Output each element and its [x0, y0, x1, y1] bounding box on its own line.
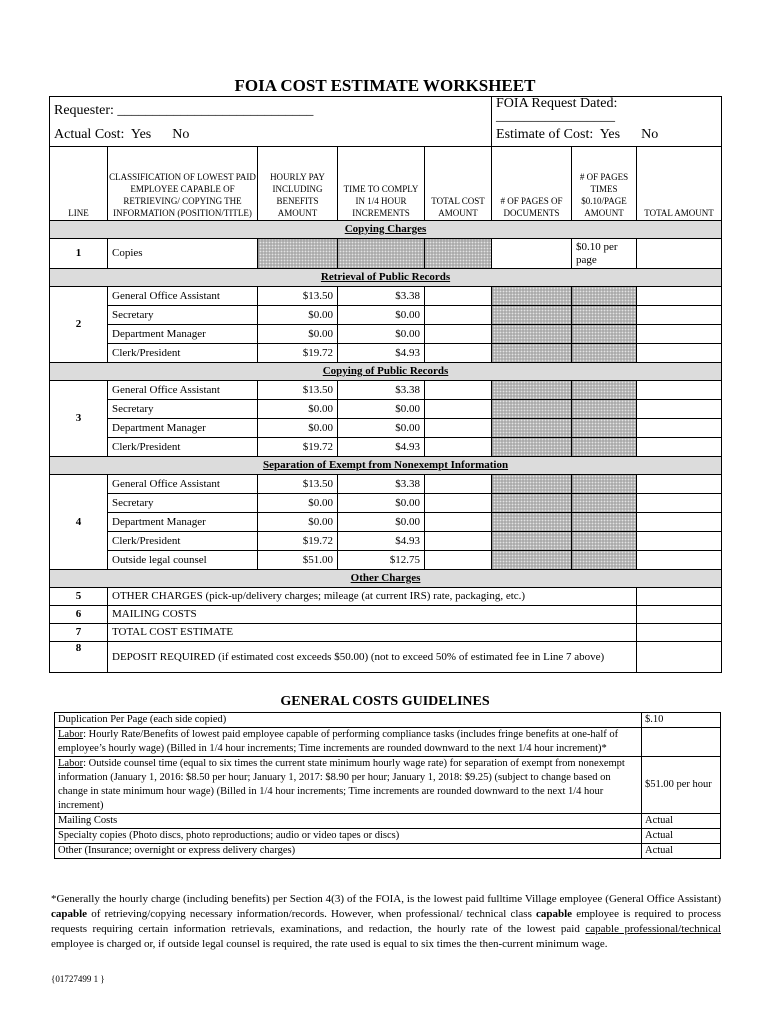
estimate-cost-yes[interactable]: Yes [599, 127, 621, 142]
estimate-cost-no[interactable]: No [641, 127, 659, 142]
position-title: Secretary [108, 306, 258, 325]
total-input[interactable] [637, 381, 722, 400]
position-title: General Office Assistant [108, 287, 258, 306]
copy-rate: $0.10 per page [572, 239, 637, 269]
shaded-cell [258, 239, 338, 269]
hourly-pay: $19.72 [258, 344, 338, 363]
total-cost-input[interactable] [425, 381, 492, 400]
time-amount: $0.00 [338, 494, 425, 513]
time-amount: $3.38 [338, 381, 425, 400]
labor-counsel-desc: : Outside counsel time (equal to six times the current state minimum hourly wage rate) for separation of exempt from nonexempt information (January 1, 2016: $8.50 per hour; January 1, 2017: $8.90 per hour; January 1, 2018: $9.25) (subject to change based on change in state minimum hour wage) (Billed in 1/4 hour increments; Time increments are rounded downward to the next 1/4 hour increment) [58, 758, 625, 811]
total-input[interactable] [637, 532, 722, 551]
estimate-cost-field[interactable] [492, 123, 722, 147]
shaded-cell [425, 239, 492, 269]
position-title: General Office Assistant [108, 475, 258, 494]
time-amount: $0.00 [338, 306, 425, 325]
total-cost-input[interactable] [425, 532, 492, 551]
section-retrieval: Retrieval of Public Records [50, 269, 722, 287]
labor-counsel-text [55, 757, 642, 814]
total-input[interactable] [637, 475, 722, 494]
note-bold: capable [51, 908, 88, 920]
col-line: LINE [50, 147, 108, 221]
total-input[interactable] [637, 306, 722, 325]
shaded-cell [572, 494, 637, 513]
labor-label: Labor [58, 729, 84, 740]
guidelines-table [54, 712, 721, 859]
time-amount: $0.00 [338, 513, 425, 532]
time-amount: $4.93 [338, 344, 425, 363]
shaded-cell [492, 494, 572, 513]
note-bold: capable [536, 908, 573, 920]
duplication-value: $.10 [642, 713, 721, 728]
specialty-value: Actual [642, 829, 721, 844]
shaded-cell [492, 513, 572, 532]
total-input[interactable] [637, 344, 722, 363]
hourly-pay: $13.50 [258, 381, 338, 400]
hourly-pay: $19.72 [258, 532, 338, 551]
position-title: Secretary [108, 400, 258, 419]
col-classification: CLASSIFICATION OF LOWEST PAID EMPLOYEE CAPABLE OF RETRIEVING/ COPYING THE INFORMATION (POSITION/TITLE) [108, 147, 258, 221]
worksheet-title: FOIA COST ESTIMATE WORKSHEET [234, 76, 536, 95]
shaded-cell [492, 532, 572, 551]
footnote [51, 892, 721, 952]
actual-cost-field[interactable] [50, 123, 492, 147]
total-input[interactable] [637, 642, 722, 673]
shaded-cell [492, 344, 572, 363]
shaded-cell [572, 381, 637, 400]
other-value: Actual [642, 844, 721, 859]
labor-hourly-value [642, 728, 721, 757]
shaded-cell [572, 438, 637, 457]
requester-field[interactable]: Requester: ____________________________ [50, 97, 492, 124]
time-amount: $0.00 [338, 419, 425, 438]
shaded-cell [572, 513, 637, 532]
total-input[interactable] [637, 588, 722, 606]
hourly-pay: $0.00 [258, 306, 338, 325]
duplication-text: Duplication Per Page (each side copied) [55, 713, 642, 728]
shaded-cell [572, 551, 637, 570]
total-input[interactable] [637, 287, 722, 306]
labor-hourly-text [55, 728, 642, 757]
line-number: 2 [50, 287, 108, 363]
hourly-pay: $0.00 [258, 419, 338, 438]
shaded-cell [492, 475, 572, 494]
note-text: employee is charged or, if outside legal counsel is required, the rate used is equal to six times the then-current minimum wage. [51, 938, 608, 950]
shaded-cell [492, 306, 572, 325]
col-time: TIME TO COMPLY IN 1/4 HOUR INCREMENTS [338, 147, 425, 221]
shaded-cell [572, 400, 637, 419]
shaded-cell [492, 325, 572, 344]
total-input[interactable] [637, 325, 722, 344]
position-title: Clerk/President [108, 532, 258, 551]
shaded-cell [572, 287, 637, 306]
labor-label: Labor [58, 758, 84, 769]
total-input[interactable] [637, 400, 722, 419]
hourly-pay: $19.72 [258, 438, 338, 457]
total-cost-input[interactable] [425, 494, 492, 513]
shaded-cell [492, 400, 572, 419]
total-cost-input[interactable] [425, 306, 492, 325]
hourly-pay: $0.00 [258, 325, 338, 344]
shaded-cell [572, 419, 637, 438]
line-number: 6 [50, 606, 108, 624]
time-amount: $4.93 [338, 532, 425, 551]
document-id: {01727499 1 } [51, 974, 105, 984]
time-amount: $3.38 [338, 475, 425, 494]
position-title: Outside legal counsel [108, 551, 258, 570]
shaded-cell [338, 239, 425, 269]
specialty-text: Specialty copies (Photo discs, photo reproductions; audio or video tapes or discs) [55, 829, 642, 844]
mailing-value: Actual [642, 814, 721, 829]
actual-cost-yes[interactable]: Yes [130, 127, 152, 142]
hourly-pay: $0.00 [258, 400, 338, 419]
line-number: 1 [50, 239, 108, 269]
time-amount: $4.93 [338, 438, 425, 457]
total-cost-input[interactable] [425, 400, 492, 419]
mailing-text: Mailing Costs [55, 814, 642, 829]
labor-counsel-value: $51.00 per hour [642, 757, 721, 814]
col-num-pages: # OF PAGES OF DOCUMENTS [492, 147, 572, 221]
shaded-cell [572, 325, 637, 344]
note-underlined: capable professional/technical [585, 923, 721, 935]
col-total-cost: TOTAL COST AMOUNT [425, 147, 492, 221]
col-hourly-pay: HOURLY PAY INCLUDING BENEFITS AMOUNT [258, 147, 338, 221]
section-copying-charges: Copying Charges [50, 221, 722, 239]
worksheet-table [49, 96, 722, 673]
time-amount: $3.38 [338, 287, 425, 306]
position-title: Clerk/President [108, 344, 258, 363]
shaded-cell [572, 475, 637, 494]
line-number: 3 [50, 381, 108, 457]
other-text: Other (Insurance; overnight or express delivery charges) [55, 844, 642, 859]
position-title: Department Manager [108, 513, 258, 532]
hourly-pay: $13.50 [258, 475, 338, 494]
copies-label: Copies [108, 239, 258, 269]
total-input[interactable] [637, 494, 722, 513]
line-number: 8 [50, 642, 108, 673]
total-cost-input[interactable] [425, 344, 492, 363]
total-input[interactable] [637, 419, 722, 438]
total-cost-input[interactable] [425, 325, 492, 344]
position-title: Secretary [108, 494, 258, 513]
actual-cost-label: Actual Cost: [54, 127, 125, 142]
total-input[interactable] [637, 551, 722, 570]
actual-cost-no[interactable]: No [172, 127, 190, 142]
note-text: *Generally the hourly charge (including benefits) per Section 4(3) of the FOIA, is the lowest paid fulltime Village employee (General Office Assistant) [51, 893, 721, 905]
col-total-amount: TOTAL AMOUNT [637, 147, 722, 221]
position-title: Clerk/President [108, 438, 258, 457]
total-cost-input[interactable] [425, 551, 492, 570]
total-cost-input[interactable] [425, 475, 492, 494]
line-number: 7 [50, 624, 108, 642]
total-input[interactable] [637, 606, 722, 624]
line-number: 4 [50, 475, 108, 570]
foia-dated-field[interactable]: FOIA Request Dated: _________________ [492, 97, 722, 124]
total-cost-input[interactable] [425, 513, 492, 532]
time-amount: $0.00 [338, 400, 425, 419]
section-other-charges: Other Charges [50, 570, 722, 588]
position-title: Department Manager [108, 325, 258, 344]
total-cost-input[interactable] [425, 287, 492, 306]
note-text: employee is required to process requests requiring certain information retrievals, examinations, and redaction, the hourly rate of the lowest paid [51, 908, 721, 935]
total-cost-input[interactable] [425, 419, 492, 438]
time-amount: $12.75 [338, 551, 425, 570]
total-input[interactable] [637, 513, 722, 532]
total-cost-estimate-label: TOTAL COST ESTIMATE [108, 624, 637, 642]
section-separation: Separation of Exempt from Nonexempt Information [50, 457, 722, 475]
col-pages-times: # OF PAGES TIMES $0.10/PAGE AMOUNT [572, 147, 637, 221]
shaded-cell [492, 551, 572, 570]
line-number: 5 [50, 588, 108, 606]
note-text: of retrieving/copying necessary information/records. However, when professional/ technical class [87, 908, 536, 920]
shaded-cell [492, 438, 572, 457]
hourly-pay: $0.00 [258, 494, 338, 513]
shaded-cell [572, 306, 637, 325]
section-copying-public: Copying of Public Records [50, 363, 722, 381]
shaded-cell [492, 381, 572, 400]
shaded-cell [572, 532, 637, 551]
estimate-cost-label: Estimate of Cost: [496, 127, 594, 142]
pages-input[interactable] [492, 239, 572, 269]
guidelines-title: GENERAL COSTS GUIDELINES [280, 694, 490, 709]
hourly-pay: $0.00 [258, 513, 338, 532]
hourly-pay: $13.50 [258, 287, 338, 306]
total-cost-input[interactable] [425, 438, 492, 457]
time-amount: $0.00 [338, 325, 425, 344]
total-input[interactable] [637, 624, 722, 642]
labor-hourly-desc: : Hourly Rate/Benefits of lowest paid employee capable of performing compliance tasks (includes fringe benefits at one-half of employee’s hourly wage) (Billed in 1/4 hour increments; Time increments are rounded downward to the next 1/4 hour increment)* [58, 729, 619, 754]
shaded-cell [572, 344, 637, 363]
position-title: Department Manager [108, 419, 258, 438]
position-title: General Office Assistant [108, 381, 258, 400]
shaded-cell [492, 287, 572, 306]
deposit-required-label: DEPOSIT REQUIRED (if estimated cost exceeds $50.00) (not to exceed 50% of estimated fee in Line 7 above) [108, 642, 637, 673]
hourly-pay: $51.00 [258, 551, 338, 570]
mailing-costs-label: MAILING COSTS [108, 606, 637, 624]
total-input[interactable] [637, 438, 722, 457]
total-input[interactable] [637, 239, 722, 269]
other-charges-label: OTHER CHARGES (pick-up/delivery charges; mileage (at current IRS) rate, packaging, etc.) [108, 588, 637, 606]
shaded-cell [492, 419, 572, 438]
